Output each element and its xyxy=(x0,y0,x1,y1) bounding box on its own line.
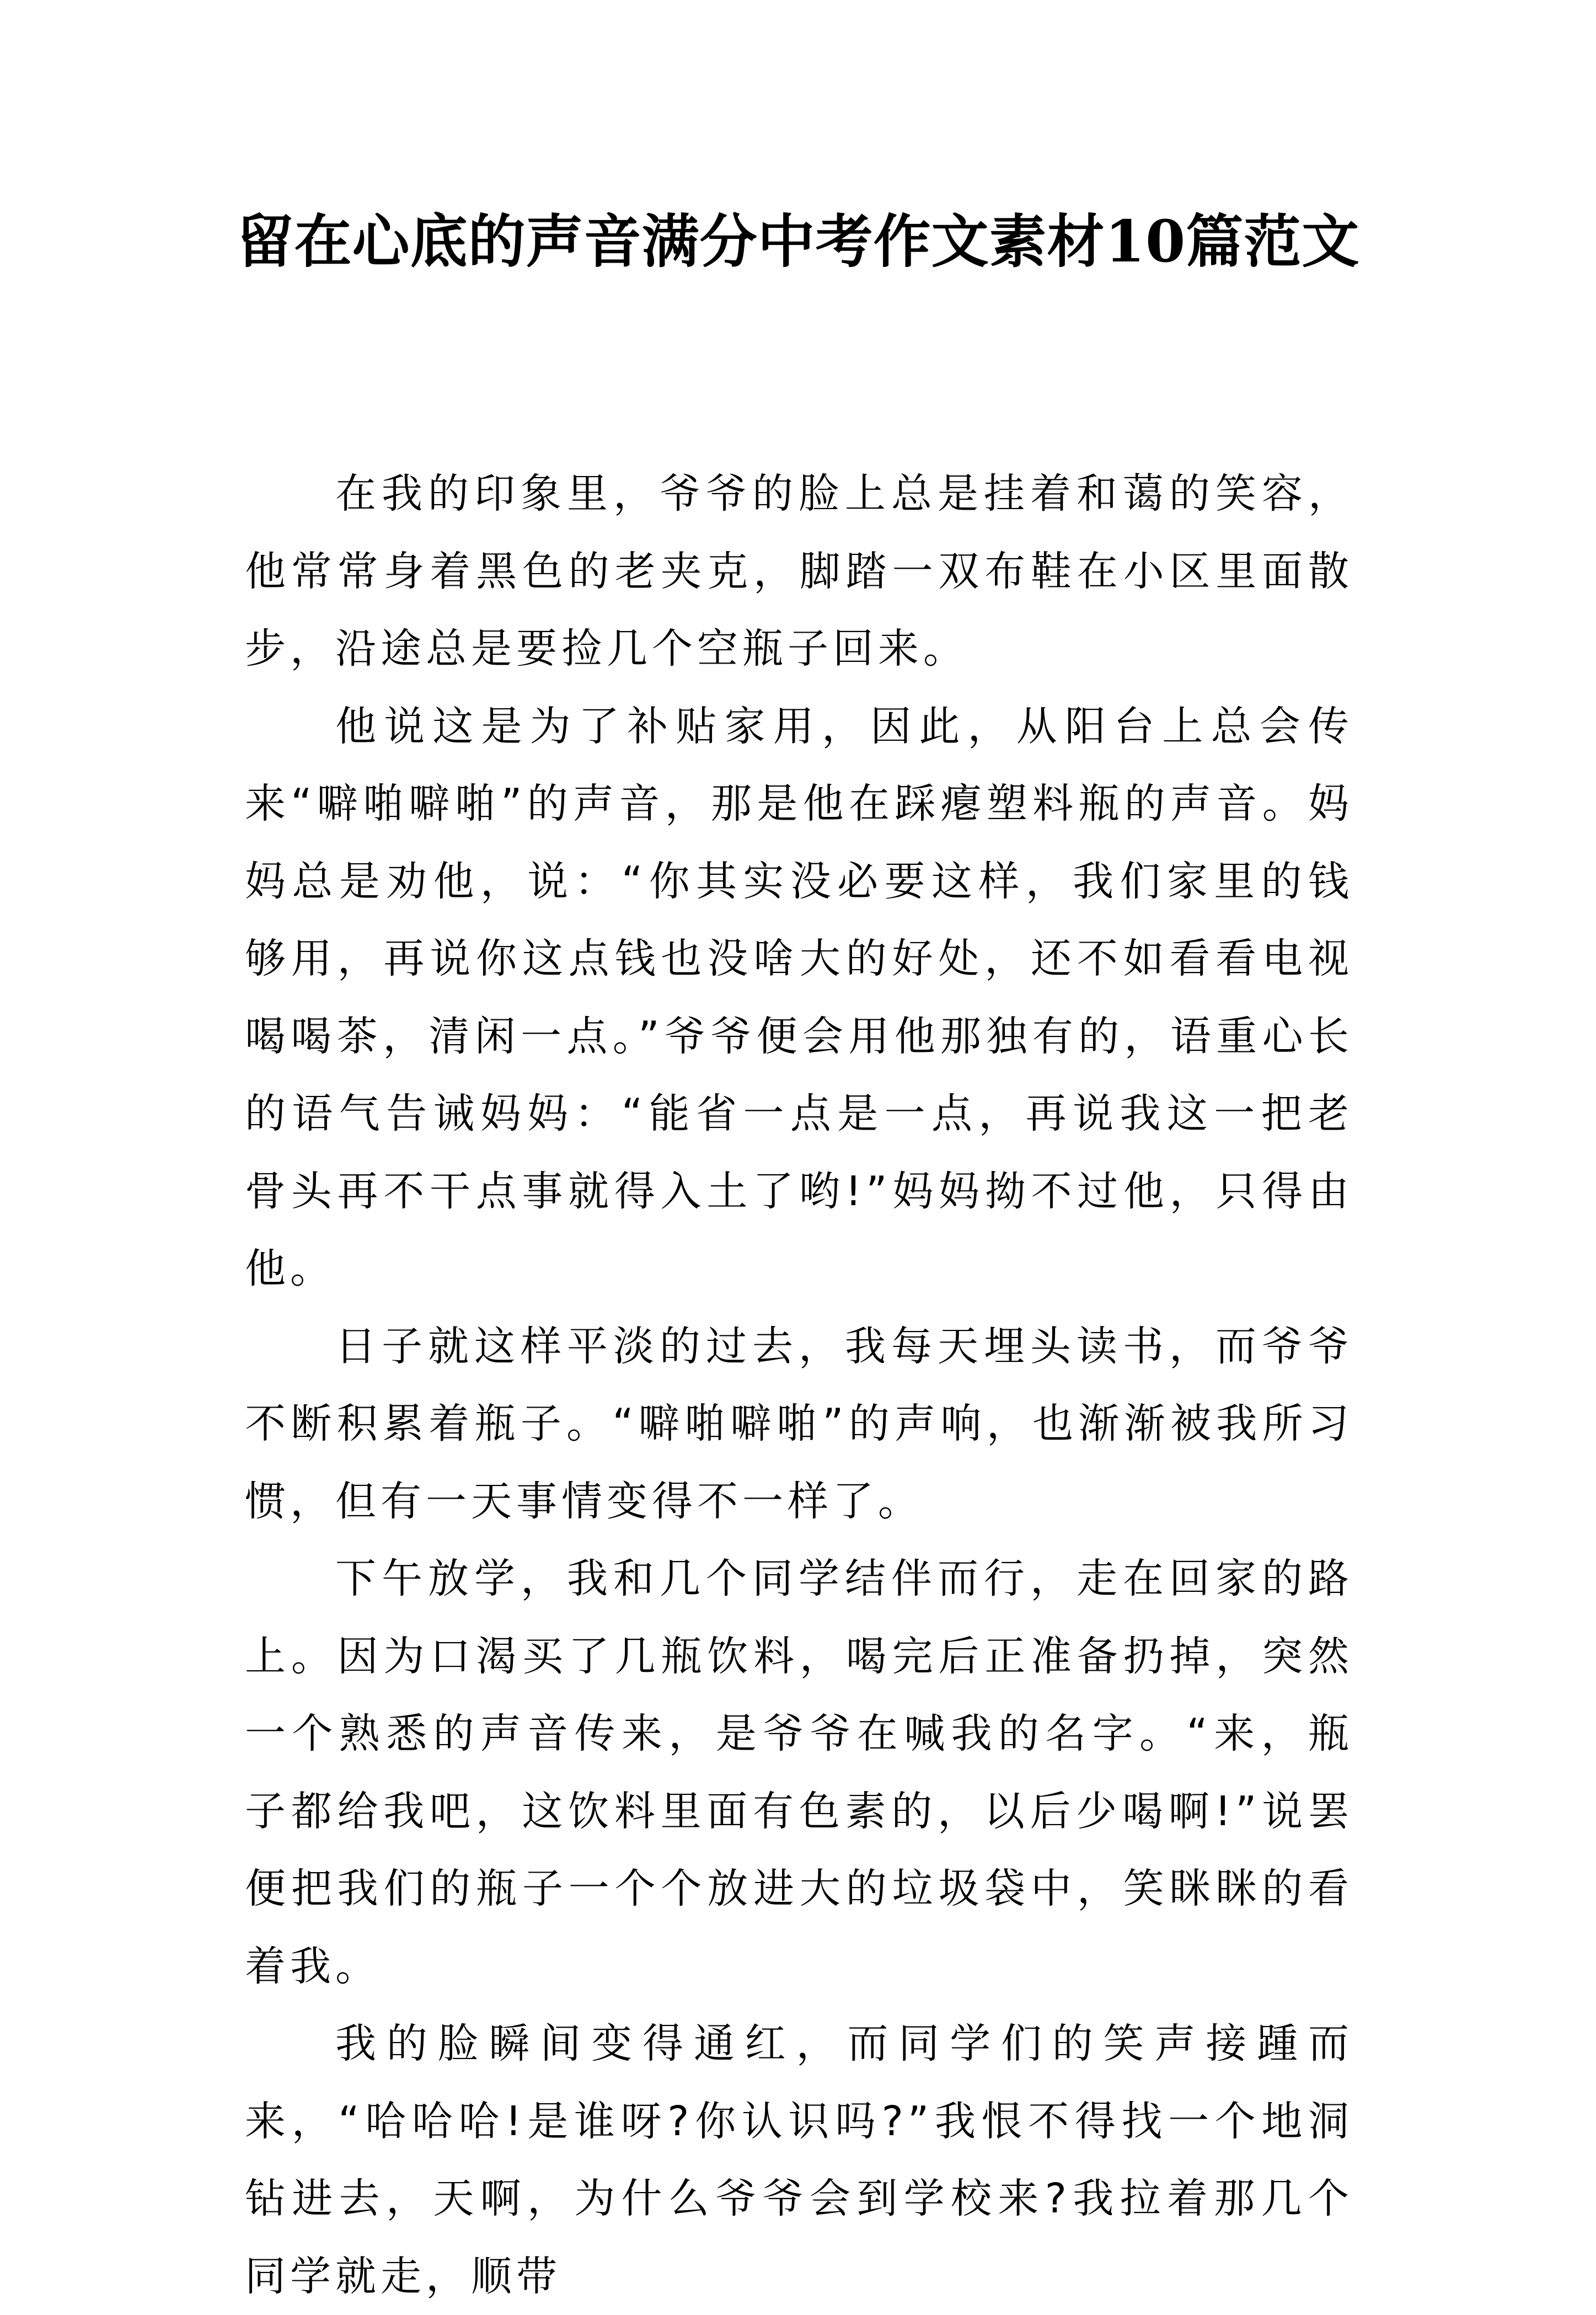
paragraph: 他说这是为了补贴家用，因此，从阳台上总会传来“噼啪噼啪”的声音，那是他在踩瘪塑料瓶的声音。妈妈总是劝他，说：“你其实没必要这样，我们家里的钱够用，再说你这点钱也没啥大的好处，还不如看看电视喝喝茶，清闲一点。”爷爷便会用他那独有的，语重心长的语气告诫妈妈：“能省一点是一点，再说我这一把老骨头再不干点事就得入土了哟!”妈妈拗不过他，只得由他。 xyxy=(245,702,1353,1292)
paragraph: 在我的印象里，爷爷的脸上总是挂着和蔼的笑容，他常常身着黑色的老夹克，脚踏一双布鞋在小区里面散步，沿途总是要捡几个空瓶子回来。 xyxy=(245,470,1353,672)
document-title: 留在心底的声音满分中考作文素材10篇范文 xyxy=(236,207,1360,275)
paragraph: 日子就这样平淡的过去，我每天埋头读书，而爷爷不断积累着瓶子。“噼啪噼啪”的声响，也渐渐被我所习惯，但有一天事情变得不一样了。 xyxy=(245,1322,1353,1525)
document-body xyxy=(245,455,1353,2315)
paragraph: 我的脸瞬间变得通红，而同学们的笑声接踵而来，“哈哈哈!是谁呀?你认识吗?”我恨不得找一个地洞钻进去，天啊，为什么爷爷会到学校来?我拉着那几个同学就走，顺带 xyxy=(245,2020,1353,2300)
paragraph: 下午放学，我和几个同学结伴而行，走在回家的路上。因为口渴买了几瓶饮料，喝完后正准备扔掉，突然一个熟悉的声音传来，是爷爷在喊我的名字。“来，瓶子都给我吧，这饮料里面有色素的，以后少喝啊!”说罢便把我们的瓶子一个个放进大的垃圾袋中，笑眯眯的看着我。 xyxy=(245,1555,1353,1990)
